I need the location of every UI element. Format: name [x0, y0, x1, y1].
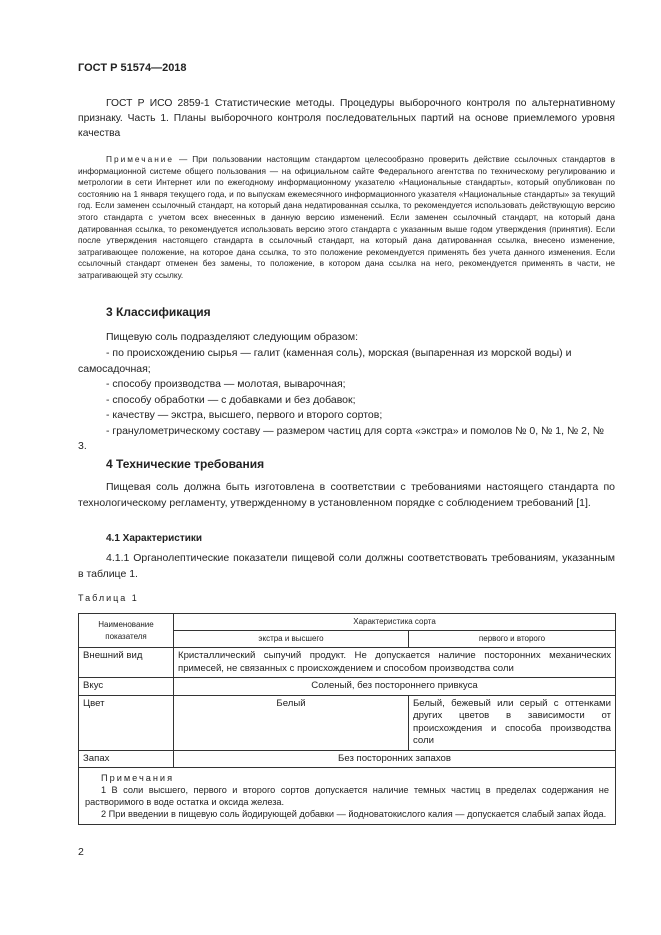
- subsection-4-1-title: 4.1 Характеристики: [106, 533, 203, 544]
- section-4-title: 4 Технические требования: [106, 457, 265, 471]
- list-item: - способу производства — молотая, выварочная;: [106, 378, 346, 390]
- list-item: - по происхождению сырья — галит (каменная соль), морская (выпаренная из морской воды) и самосадочная;: [78, 347, 572, 375]
- row-name: Вкус: [79, 678, 174, 696]
- table-notes: [79, 768, 616, 825]
- table-row: [79, 678, 616, 696]
- table-row: [79, 750, 616, 768]
- row-value-first-second: Белый, бежевый или серый с оттенками других цветов в зависимости от происхождения и способа производства соли: [409, 695, 616, 750]
- header-first-second: первого и второго: [409, 631, 616, 648]
- note-2: 2 При введении в пищевую соль йодирующей добавки — йодноватокислого калия — допускается слабый запах йода.: [101, 809, 607, 819]
- note-text: — При пользовании настоящим стандартом целесообразно проверить действие ссылочных стандартов в информационной системе общего пользования — на официальном сайте Федерального агентства по техническому регулированию и метрологии в сети Интернет или по ежегодному информационному указателю «Национальные стандарты», который опубликован по состоянию на 1 января текущего года, и по выпускам ежемесячного информационного указателя «Национальные стандарты» за текущий год. Если заменен ссылочный стандарт, на который дана недатированная ссылка, то рекомендуется использовать действующую версию этого стандарта с учетом всех внесенных в данную версию изменений. Если заменен ссылочный стандарт, на который дана датированная ссылка, то рекомендуется использовать версию этого стандарта с указанным выше годом утверждения (принятия). Если после утверждения настоящего стандарта в ссылочный стандарт, на который дана датированная ссылка, внесено изменение, затрагивающее положение, на которое дана ссылка, то это положение рекомендуется применять без учета данного изменения. Если ссылочный стандарт отменен без замены, то положение, в котором дана ссылка на него, рекомендуется применять в части, не затрагивающей эту ссылку.: [78, 154, 615, 280]
- row-name: Запах: [79, 750, 174, 768]
- row-value: Кристаллический сыпучий продукт. Не допускается наличие посторонних механических примесей, не связанных с происхождением и способом производства соли: [174, 648, 616, 678]
- table-caption: Таблица 1: [78, 593, 139, 603]
- classification-list: [78, 346, 615, 455]
- reference-note: [78, 154, 615, 282]
- section-3-title: 3 Классификация: [106, 305, 211, 319]
- row-value: Соленый, без постороннего привкуса: [174, 678, 616, 696]
- row-name: Внешний вид: [79, 648, 174, 678]
- document-code: ГОСТ Р 51574—2018: [78, 62, 187, 74]
- row-name: Цвет: [79, 695, 174, 750]
- row-value-extra-higher: Белый: [174, 695, 409, 750]
- organoleptic-table: [78, 613, 616, 825]
- table-notes-row: [79, 768, 616, 825]
- page-number: 2: [78, 846, 84, 858]
- notes-title: Примечания: [101, 773, 175, 783]
- section-3-intro: Пищевую соль подразделяют следующим образом:: [106, 331, 358, 343]
- table-header-row: [79, 614, 616, 631]
- note-1: 1 В соли высшего, первого и второго сортов допускается наличие темных частиц в пределах содержания не растворимого в воде остатка и оксида железа.: [85, 785, 609, 807]
- list-item: - способу обработки — с добавками и без добавок;: [106, 393, 356, 406]
- header-grade-group: Характеристика сорта: [174, 614, 616, 631]
- header-extra-higher: экстра и высшего: [174, 631, 409, 648]
- section-4-text: Пищевая соль должна быть изготовлена в соответствии с требованиями настоящего стандарта по технологическому регламенту, утвержденному в установленном порядке с соблюдением требований [1].: [78, 481, 615, 509]
- note-label: Примечание: [106, 154, 175, 164]
- table-row: [79, 648, 616, 678]
- list-item: - гранулометрическому составу — размером частиц для сорта «экстра» и помолов № 0, № 1, № 2, № 3.: [78, 424, 605, 452]
- header-indicator-name: Наименование показателя: [79, 614, 174, 648]
- list-item: - качеству — экстра, высшего, первого и второго сортов;: [106, 409, 383, 421]
- normative-reference: ГОСТ Р ИСО 2859-1 Статистические методы. Процедуры выборочного контроля по альтернативному признаку. Часть 1. Планы выборочного контроля последовательных партий на основе приемлемого уровня качества: [78, 98, 615, 139]
- subsection-4-1-1-text: 4.1.1 Органолептические показатели пищевой соли должны соответствовать требованиям, указанным в таблице 1.: [78, 552, 615, 580]
- row-value: Без посторонних запахов: [174, 750, 616, 768]
- table-row: [79, 695, 616, 750]
